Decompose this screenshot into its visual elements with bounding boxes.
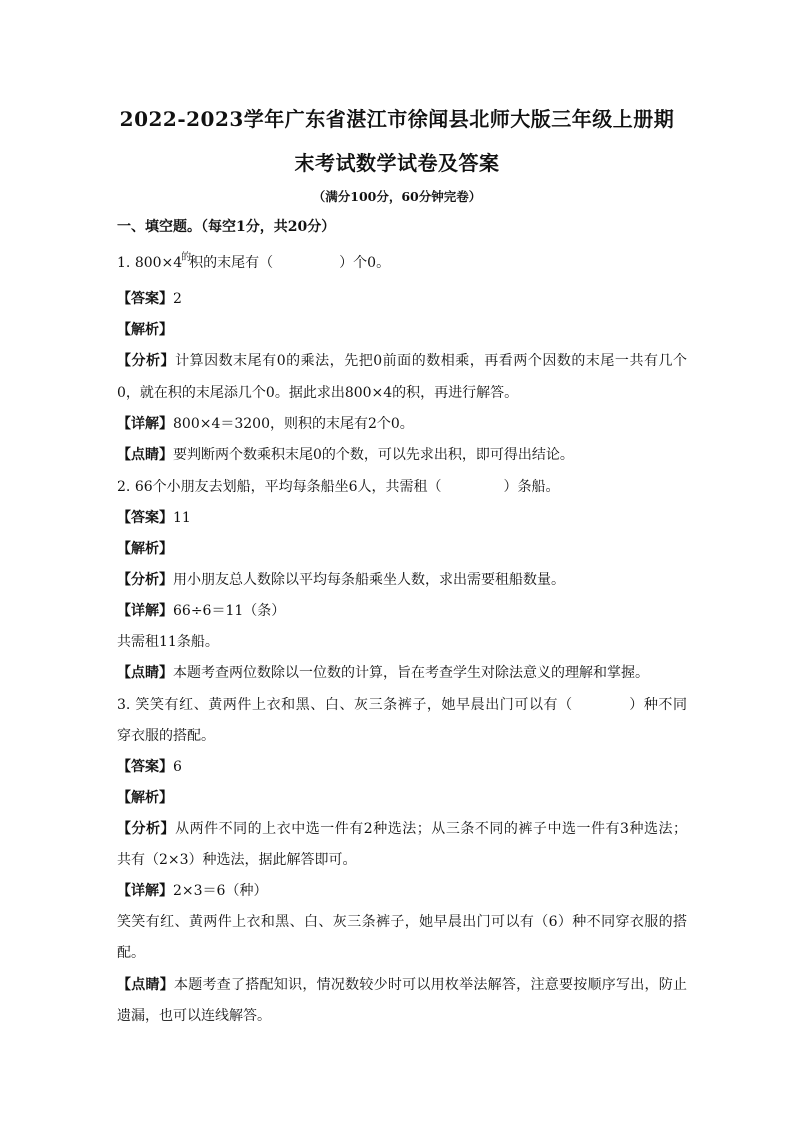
analysis-text: 计算因数末尾有0的乘法，先把0前面的数相乘，再看两个因数的末尾一共有几个 — [175, 353, 688, 369]
question-1 — [117, 253, 687, 275]
question-text: 800×4 — [134, 255, 183, 271]
document-title-line-2: 末考试数学试卷及答案 — [294, 151, 500, 175]
comment-line — [117, 663, 687, 683]
question-text: ）条船。 — [503, 479, 560, 495]
analysis-heading: 【解析】 — [117, 541, 173, 557]
analysis-label: 【分析】 — [117, 572, 173, 588]
analysis-line — [117, 351, 687, 371]
detail-label: 【详解】 — [117, 416, 173, 432]
question-text: 66个小朋友去划船，平均每条船坐6人，共需租（ — [134, 479, 442, 495]
answer-value: 6 — [173, 759, 182, 775]
answer-label: 【答案】 — [117, 759, 173, 775]
question-3 — [117, 695, 687, 715]
question-text-line-2: 穿衣服的搭配。 — [117, 728, 215, 744]
question-text: ）个0。 — [339, 255, 391, 271]
question-text: 笑笑有红、黄两件上衣和黑、白、灰三条裤子，她早晨出门可以有（ — [135, 697, 573, 713]
detail-label: 【详解】 — [117, 883, 173, 899]
question-number: 2. — [117, 479, 131, 495]
analysis-text: 用小朋友总人数除以平均每条船乘坐人数，求出需要租船数量。 — [173, 572, 565, 588]
analysis-text: 从两件不同的上衣中选一件有2种选法；从三条不同的裤子中选一件有3种选法； — [175, 821, 688, 837]
answer-value: 2 — [173, 291, 182, 307]
analysis-heading: 【解析】 — [117, 322, 173, 338]
analysis-text-line-2: 0，就在积的末尾添几个0。据此求出800×4的积，再进行解答。 — [117, 385, 519, 401]
document-title-line-1: 2022-2023学年广东省湛江市徐闻县北师大版三年级上册期 — [119, 107, 675, 131]
question-number: 1. — [117, 255, 131, 271]
analysis-line — [117, 819, 687, 839]
comment-line — [117, 445, 687, 465]
section-heading: 一、填空题。（每空1分，共20分） — [117, 219, 336, 235]
answer-label: 【答案】 — [117, 510, 173, 526]
analysis-text-line-2: 共有（2×3）种选法，据此解答即可。 — [117, 852, 357, 868]
detail-line — [117, 881, 687, 901]
comment-text: 本题考查了搭配知识，情况数较少时可以用枚举法解答，注意要按顺序写出，防止 — [174, 977, 688, 993]
answer-value: 11 — [173, 510, 191, 526]
answer-label: 【答案】 — [117, 291, 173, 307]
answer-line — [117, 757, 687, 777]
detail-label: 【详解】 — [117, 603, 173, 619]
detail-text: 2×3＝6（种） — [173, 883, 268, 899]
question-superscript: 的 — [181, 252, 192, 263]
detail-line — [117, 601, 687, 621]
question-number: 3. — [117, 697, 131, 713]
comment-label: 【点睛】 — [117, 977, 175, 993]
analysis-label: 【分析】 — [117, 353, 176, 369]
comment-text-line-2: 遗漏，也可以连线解答。 — [117, 1008, 271, 1024]
analysis-line — [117, 570, 687, 590]
answer-line — [117, 289, 687, 309]
answer-line — [117, 508, 687, 528]
detail-text-line-3: 配。 — [117, 945, 145, 961]
detail-line — [117, 414, 687, 434]
detail-text-line-2: 共需租11条船。 — [117, 634, 219, 650]
question-text: 积的末尾有（ — [189, 255, 274, 271]
detail-text: 66÷6＝11（条） — [173, 603, 286, 619]
detail-text: 800×4＝3200，则积的末尾有2个0。 — [173, 416, 414, 432]
comment-label: 【点睛】 — [117, 665, 173, 681]
question-text: ）种不同 — [628, 697, 688, 713]
comment-label: 【点睛】 — [117, 447, 173, 463]
question-2 — [117, 477, 687, 497]
comment-text: 本题考查两位数除以一位数的计算，旨在考查学生对除法意义的理解和掌握。 — [173, 665, 649, 681]
detail-text-line-2: 笑笑有红、黄两件上衣和黑、白、灰三条裤子，她早晨出门可以有（6）种不同穿衣服的搭 — [117, 914, 687, 930]
comment-line — [117, 975, 687, 995]
comment-text: 要判断两个数乘积末尾0的个数，可以先求出积，即可得出结论。 — [173, 447, 574, 463]
analysis-label: 【分析】 — [117, 821, 176, 837]
document-subtitle: （满分100分，60分钟完卷） — [312, 189, 482, 204]
analysis-heading: 【解析】 — [117, 790, 173, 806]
